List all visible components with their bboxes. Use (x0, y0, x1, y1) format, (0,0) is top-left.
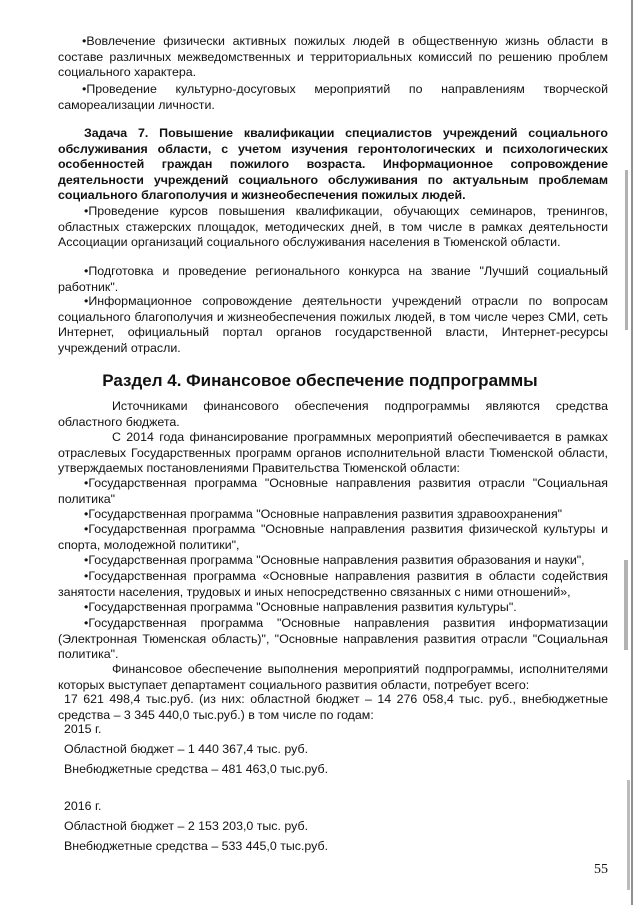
program-item: • Государственная программа "Основные направления развития информатизации (Электронная Тюменская область)", "Основные направления развития отрасли "Социальная политика". (58, 616, 608, 663)
year-label: 2016 г. (64, 799, 102, 813)
page-number: 55 (594, 862, 608, 877)
scan-edge (624, 560, 628, 650)
program-item: • Государственная программа "Основные направления развития образования и науки", (58, 553, 608, 569)
bullet-paragraph: • Информационное сопровождение деятельности учреждений отрасли по вопросам социального благополучия и жизнеобеспечения пожилых людей, в том числе через СМИ, сеть Интернет, официальный портал органов государственной власти, Интернет-ресурсы учреждений отрасли. (58, 294, 608, 356)
bullet-paragraph: • Вовлечение физически активных пожилых людей в общественную жизнь области в составе различных межведомственных и территориальных комиссий по решению проблем социального характера. (58, 34, 608, 81)
scan-edge (625, 170, 628, 330)
program-item: • Государственная программа "Основные направления развития культуры". (58, 600, 608, 616)
section-title: Раздел 4. Финансовое обеспечение подпрограммы (102, 371, 538, 390)
total-funding: 17 621 498,4 тыс.руб. (из них: областной бюджет – 14 276 058,4 тыс. руб., внебюджетные средства – 3 345 440,0 тыс.руб.) в том числе по годам: (58, 692, 608, 722)
paragraph: С 2014 года финансирование программных мероприятий обеспечивается в рамках отраслевых Государственных программ органов исполнительной власти Тюменской области, утверждаемых постановлениями Правительства Тюменской области: (58, 430, 608, 476)
bullet-paragraph: • Проведение курсов повышения квалификации, обучающих семинаров, тренингов, областных стажерских площадок, методических дней, в том числе в рамках деятельности Ассоциации организаций социального обслуживания населения в Тюменской области. (58, 204, 608, 251)
extrabudget-funds: Внебюджетные средства – 481 463,0 тыс.руб. (64, 762, 329, 776)
year-label: 2015 г. (64, 722, 102, 736)
bullet-paragraph: • Проведение культурно-досуговых мероприятий по направлениям творческой самореализации личности. (58, 82, 608, 113)
bullet-paragraph: • Подготовка и проведение регионального конкурса на звание "Лучший социальный работник". (58, 264, 608, 295)
regional-budget: Областной бюджет – 1 440 367,4 тыс. руб. (64, 742, 309, 756)
extrabudget-funds: Внебюджетные средства – 533 445,0 тыс.руб. (64, 839, 329, 853)
program-item: • Государственная программа "Основные направления развития физической культуры и спорта, молодежной политики", (58, 522, 608, 553)
task-heading: Задача 7. Повышение квалификации специалистов учреждений социального обслуживания области, с учетом изучения геронтологических и психологических особенностей граждан пожилого возраста. Информационное сопровождение деятельности учреждений социального обслуживания по актуальным проблемам социального благополучия и жизнеобеспечения пожилых людей. (58, 126, 608, 203)
paragraph: Источниками финансового обеспечения подпрограммы являются средства областного бюджета. (58, 399, 608, 429)
scan-edge (627, 780, 630, 890)
scan-edge (631, 0, 633, 905)
paragraph: Финансовое обеспечение выполнения мероприятий подпрограммы, исполнителями которых выступает департамент социального развития области, потребует всего: (58, 662, 608, 692)
program-item: • Государственная программа "Основные направления развития здравоохранения" (58, 507, 608, 523)
regional-budget: Областной бюджет – 2 153 203,0 тыс. руб. (64, 819, 309, 833)
program-item: • Государственная программа «Основные направления развития в области содействия занятости населения, трудовых и иных непосредственно связанных с ними отношений», (58, 569, 608, 600)
program-item: • Государственная программа "Основные направления развития отрасли "Социальная политика" (58, 476, 608, 507)
